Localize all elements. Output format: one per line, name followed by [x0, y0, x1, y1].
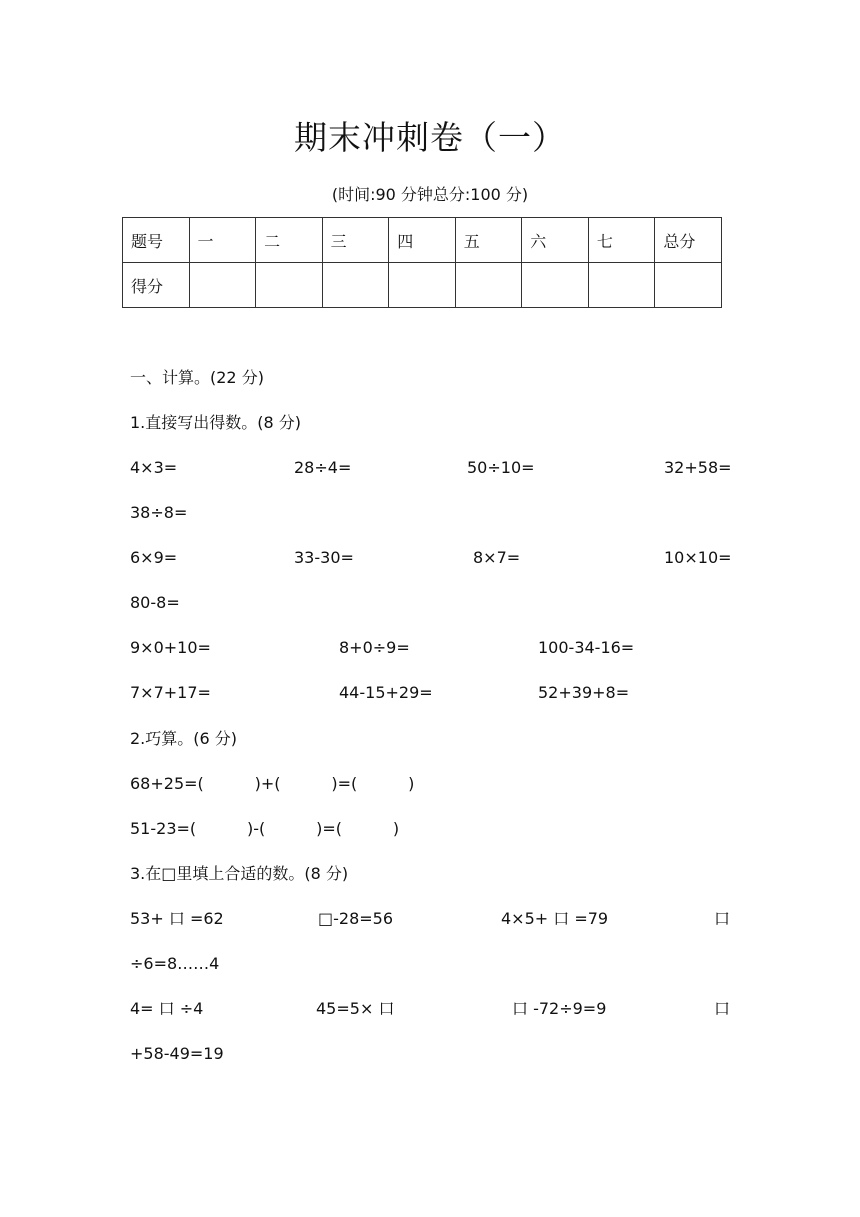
score-table-cell: 六 — [522, 218, 589, 263]
problem: 4= 口 ÷4 — [130, 999, 204, 1018]
problem: 6×9= — [130, 548, 178, 567]
problem: 51-23=( )-( )=( ) — [130, 819, 400, 838]
section-heading: 一、计算。(22 分) — [130, 368, 264, 387]
problem: □-28=56 — [318, 909, 394, 928]
score-table-cell: 总分 — [655, 218, 722, 263]
problem: 53+ 口 =62 — [130, 909, 224, 928]
page-title: 期末冲刺卷（一） — [294, 118, 566, 157]
score-table-cell: 三 — [322, 218, 389, 263]
score-table-cell: 七 — [588, 218, 655, 263]
problem: 9×0+10= — [130, 638, 211, 657]
problem: 8×7= — [473, 548, 521, 567]
problem: 33-30= — [294, 548, 354, 567]
score-table-cell: 题号 — [123, 218, 190, 263]
score-entry-cell[interactable] — [588, 263, 655, 308]
problem: 32+58= — [664, 458, 732, 477]
problem: ÷6=8……4 — [130, 954, 220, 973]
problem: 45=5× 口 — [316, 999, 395, 1018]
problem: 68+25=( )+( )=( ) — [130, 774, 415, 793]
problem: 8+0÷9= — [339, 638, 410, 657]
problem: 口 -72÷9=9 — [512, 999, 607, 1018]
problem: +58-49=19 — [130, 1044, 224, 1063]
problem: 4×5+ 口 =79 — [501, 909, 609, 928]
problem: 口 — [714, 999, 731, 1018]
score-table-cell: 得分 — [123, 263, 190, 308]
problem: 7×7+17= — [130, 683, 211, 702]
score-table-header-row — [123, 218, 722, 263]
score-table-cell: 五 — [455, 218, 522, 263]
score-table-score-row — [123, 263, 722, 308]
problem: 38÷8= — [130, 503, 188, 522]
problem: 44-15+29= — [339, 683, 433, 702]
question-heading: 3.在□里填上合适的数。(8 分) — [130, 864, 349, 883]
score-entry-cell[interactable] — [322, 263, 389, 308]
score-entry-cell[interactable] — [389, 263, 456, 308]
score-entry-cell[interactable] — [522, 263, 589, 308]
score-entry-cell[interactable] — [189, 263, 256, 308]
score-table-cell: 二 — [256, 218, 323, 263]
problem: 100-34-16= — [538, 638, 635, 657]
problem: 50÷10= — [467, 458, 535, 477]
score-table-cell: 四 — [389, 218, 456, 263]
problem: 52+39+8= — [538, 683, 630, 702]
problem: 80-8= — [130, 593, 180, 612]
score-entry-cell[interactable] — [256, 263, 323, 308]
question-heading: 2.巧算。(6 分) — [130, 729, 238, 748]
problem: 4×3= — [130, 458, 178, 477]
score-entry-cell[interactable] — [455, 263, 522, 308]
score-entry-cell[interactable] — [655, 263, 722, 308]
problem: 28÷4= — [294, 458, 352, 477]
problem: 10×10= — [664, 548, 732, 567]
score-table — [122, 217, 722, 308]
exam-info: (时间:90 分钟总分:100 分) — [331, 185, 529, 204]
problem: 口 — [714, 909, 731, 928]
question-heading: 1.直接写出得数。(8 分) — [130, 413, 302, 432]
score-table-cell: 一 — [189, 218, 256, 263]
